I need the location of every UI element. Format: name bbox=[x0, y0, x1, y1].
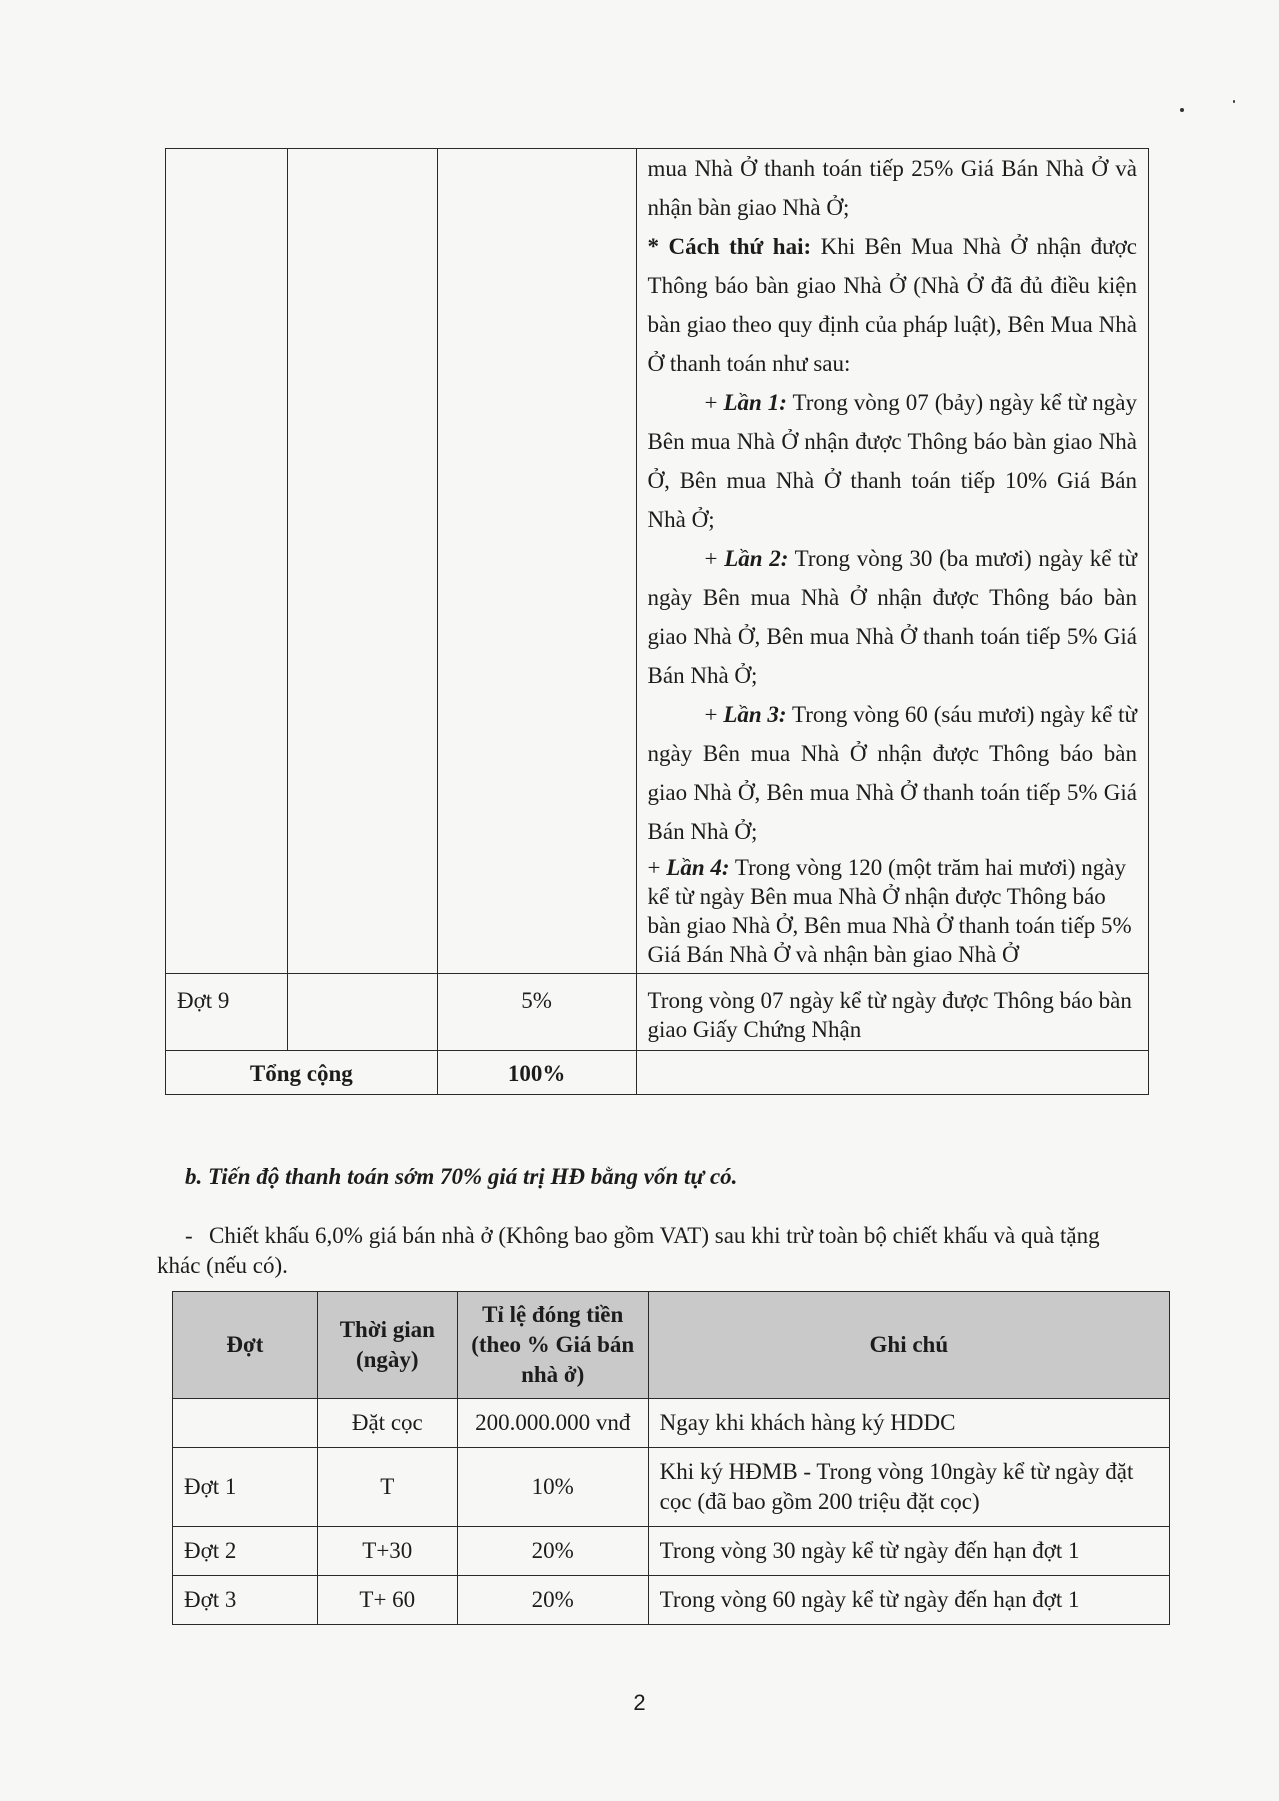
installment-1-label: Lần 1: bbox=[723, 390, 787, 415]
phase-note: Trong vòng 60 ngày kể từ ngày đến hạn đợt 1 bbox=[648, 1576, 1169, 1625]
installment-1 bbox=[648, 383, 1137, 539]
installment-3-label: Lần 3: bbox=[723, 702, 787, 727]
table-row bbox=[173, 1448, 1170, 1527]
payment-schedule-table-continued bbox=[165, 148, 1149, 1095]
phase-label: Đợt 1 bbox=[173, 1448, 318, 1527]
phase-rate: 200.000.000 vnđ bbox=[457, 1399, 648, 1448]
installment-prefix: + bbox=[704, 546, 725, 571]
phase-time: T+30 bbox=[317, 1527, 457, 1576]
method-two-label: * Cách thứ hai: bbox=[647, 234, 812, 259]
scan-speck bbox=[1233, 100, 1235, 103]
phase-label: Đợt 3 bbox=[173, 1576, 318, 1625]
installment-4-text: Trong vòng 120 (một trăm hai mươi) ngày kể từ ngày Bên mua Nhà Ở nhận được Thông báo bàn giao Nhà Ở, Bên mua Nhà Ở thanh toán tiếp 5% Giá Bán Nhà Ở và nhận bàn giao Nhà Ở bbox=[647, 855, 1132, 967]
installment-prefix: + bbox=[647, 855, 667, 880]
table-header-row bbox=[173, 1292, 1170, 1399]
total-label: Tổng cộng bbox=[166, 1051, 438, 1095]
table-cell bbox=[166, 149, 288, 974]
phase-label: Đợt 9 bbox=[166, 974, 288, 1051]
early-payment-table bbox=[172, 1291, 1170, 1625]
scan-speck bbox=[1180, 108, 1184, 112]
table-cell bbox=[287, 974, 437, 1051]
installment-2-text: Trong vòng 30 (ba mươi) ngày kể từ ngày Bên mua Nhà Ở nhận được Thông báo bàn giao Nhà Ở, Bên mua Nhà Ở thanh toán tiếp 5% Giá Bán Nhà Ở; bbox=[647, 546, 1137, 688]
header-rate: Tỉ lệ đóng tiền (theo % Giá bán nhà ở) bbox=[457, 1292, 648, 1399]
installment-2 bbox=[648, 539, 1137, 695]
table-cell bbox=[636, 1051, 1148, 1095]
header-note: Ghi chú bbox=[648, 1292, 1169, 1399]
phase-rate: 20% bbox=[457, 1527, 648, 1576]
table-row bbox=[173, 1399, 1170, 1448]
page-number: 2 bbox=[633, 1690, 646, 1715]
table-row bbox=[166, 974, 1149, 1051]
installment-prefix: + bbox=[704, 390, 724, 415]
phase-note: Khi ký HĐMB - Trong vòng 10ngày kể từ ngày đặt cọc (đã bao gồm 200 triệu đặt cọc) bbox=[648, 1448, 1169, 1527]
phase-rate: 20% bbox=[457, 1576, 648, 1625]
table-row bbox=[173, 1576, 1170, 1625]
installment-4-label: Lần 4: bbox=[666, 855, 730, 880]
bullet-dash: - bbox=[185, 1223, 193, 1248]
installment-3 bbox=[648, 695, 1137, 851]
header-time: Thời gian (ngày) bbox=[317, 1292, 457, 1399]
phase-label: Đợt 2 bbox=[173, 1527, 318, 1576]
table-row bbox=[166, 149, 1149, 974]
phase-label bbox=[173, 1399, 318, 1448]
header-phase: Đợt bbox=[173, 1292, 318, 1399]
phase-time: T bbox=[317, 1448, 457, 1527]
phase-note: Trong vòng 07 ngày kể từ ngày được Thông báo bàn giao Giấy Chứng Nhận bbox=[636, 974, 1148, 1051]
phase-note: Trong vòng 30 ngày kể từ ngày đến hạn đợt 1 bbox=[648, 1527, 1169, 1576]
phase-note: Ngay khi khách hàng ký HDDC bbox=[648, 1399, 1169, 1448]
discount-text: Chiết khấu 6,0% giá bán nhà ở (Không bao gồm VAT) sau khi trừ toàn bộ chiết khấu và quà tặng khác (nếu có). bbox=[157, 1223, 1100, 1278]
note-cell bbox=[636, 149, 1148, 974]
section-b-heading: b. Tiến độ thanh toán sớm 70% giá trị HĐ bằng vốn tự có. bbox=[185, 1164, 738, 1189]
note-continuation: mua Nhà Ở thanh toán tiếp 25% Giá Bán Nhà Ở và nhận bàn giao Nhà Ở; bbox=[647, 156, 1137, 220]
method-two-text: Khi Bên Mua Nhà Ở nhận được Thông báo bàn giao Nhà Ở (Nhà Ở đã đủ điều kiện bàn giao theo quy định của pháp luật), Bên Mua Nhà Ở thanh toán như sau: bbox=[647, 234, 1137, 376]
table-row bbox=[173, 1527, 1170, 1576]
phase-time: T+ 60 bbox=[317, 1576, 457, 1625]
table-cell bbox=[437, 149, 636, 974]
phase-rate: 5% bbox=[437, 974, 636, 1051]
phase-time: Đặt cọc bbox=[317, 1399, 457, 1448]
installment-3-text: Trong vòng 60 (sáu mươi) ngày kể từ ngày Bên mua Nhà Ở nhận được Thông báo bàn giao Nhà Ở, Bên mua Nhà Ở thanh toán tiếp 5% Giá Bán Nhà Ở; bbox=[647, 702, 1137, 844]
total-rate: 100% bbox=[437, 1051, 636, 1095]
table-cell bbox=[287, 149, 437, 974]
installment-prefix: + bbox=[704, 702, 724, 727]
installment-2-label: Lần 2: bbox=[724, 546, 789, 571]
phase-rate: 10% bbox=[457, 1448, 648, 1527]
total-row bbox=[166, 1051, 1149, 1095]
installment-4 bbox=[648, 851, 1137, 973]
method-two-paragraph bbox=[648, 227, 1137, 383]
installment-1-text: Trong vòng 07 (bảy) ngày kể từ ngày Bên mua Nhà Ở nhận được Thông báo bàn giao Nhà Ở, Bên mua Nhà Ở thanh toán tiếp 10% Giá Bán Nhà Ở; bbox=[647, 390, 1137, 532]
discount-paragraph bbox=[157, 1221, 1147, 1281]
